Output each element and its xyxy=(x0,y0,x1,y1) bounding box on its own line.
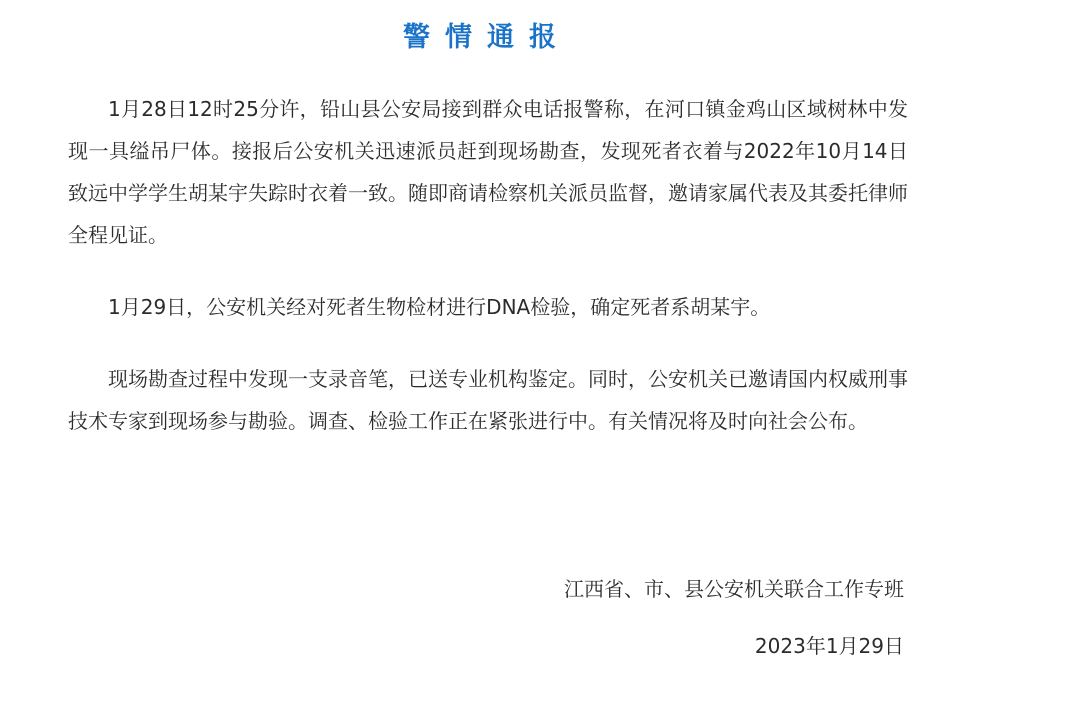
notice-title: 警情通报 xyxy=(403,22,571,53)
issue-date: 2023年1月29日 xyxy=(754,634,904,658)
notice-paragraph-2: 1月29日，公安机关经对死者生物检材进行DNA检验，确定死者系胡某宇。 xyxy=(108,295,771,319)
notice-paragraph-1: 1月28日12时25分许，铅山县公安局接到群众电话报警称，在河口镇金鸡山区域树林中发现一具缢吊尸体。接报后公安机关迅速派员赶到现场勘查，发现死者衣着与2022年10月14日致远中学学生胡某宇失踪时衣着一致。随即商请检察机关派员监督，邀请家属代表及其委托律师全程见证。 xyxy=(68,97,908,247)
notice-paragraph-3: 现场勘查过程中发现一支录音笔，已送专业机构鉴定。同时，公安机关已邀请国内权威刑事技术专家到现场参与勘验。调查、检验工作正在紧张进行中。有关情况将及时向社会公布。 xyxy=(68,367,908,433)
issuer-signature: 江西省、市、县公安机关联合工作专班 xyxy=(564,577,904,601)
